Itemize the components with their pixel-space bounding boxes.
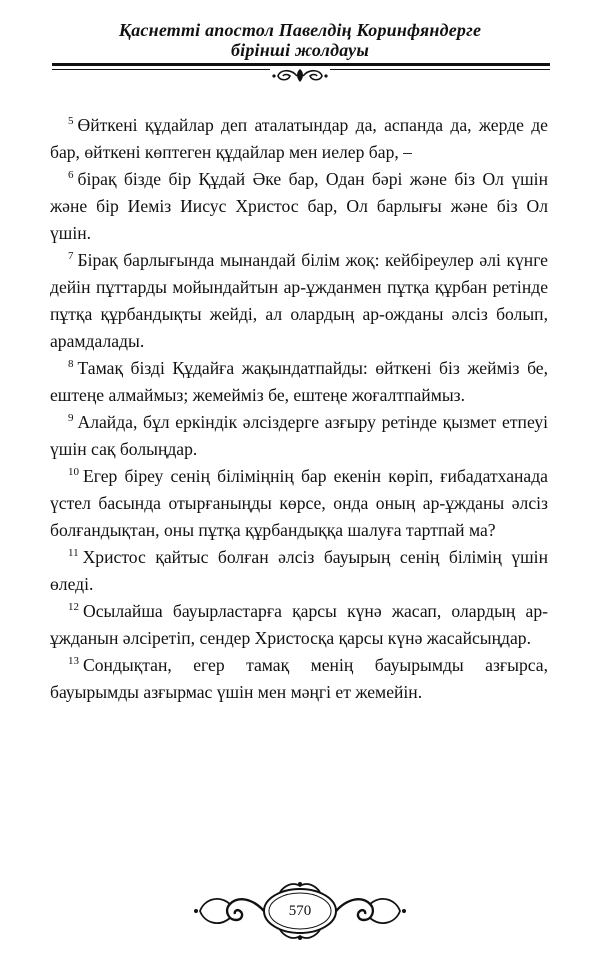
- page-number: 570: [288, 903, 312, 919]
- verse-7: [50, 247, 548, 355]
- verse-number: 5: [68, 115, 74, 128]
- verse-text: Осылайша бауырластарға қарсы күнә жасап, олардың ар-ұжданын әлсіретіп, сендер Христосқа қарсы күнә жасайсыңдар.: [50, 601, 548, 648]
- verse-text: Егер біреу сенің біліміңнің бар екенін көріп, ғибадатханада үстел басында отырғаныңды көрсе, онда оның ар-ұжданы әлсіз болғандықтан, оны пұтқа құрбандыққа шалуға тартпай ма?: [50, 466, 548, 540]
- verse-8: [50, 355, 548, 409]
- verse-number: 13: [68, 655, 79, 668]
- verse-11: [50, 544, 548, 598]
- verse-text: Алайда, бұл еркіндік әлсіздерге азғыру ретінде қызмет етпеуі үшін сақ болыңдар.: [50, 412, 548, 459]
- verse-text: Өйткені құдайлар деп аталатындар да, аспанда да, жерде де бар, өйткені көптеген құдайлар мен иелер бар, –: [50, 115, 548, 162]
- verse-9: [50, 409, 548, 463]
- verse-13: [50, 652, 548, 706]
- verse-text: Сондықтан, егер тамақ менің бауырымды азғырса, бауырымды азғырмас үшін мен мәңгі ет жемейін.: [50, 655, 548, 702]
- header-title-line-2: бірінші жолдауы: [230, 40, 370, 60]
- verse-text: Бірақ барлығында мынандай білім жоқ: кейбіреулер әлі күнге дейін пұттарды мойындайтын ар-ұжданмен пұтқа құрбан ретінде пұтқа құрбандықты жейді, ал олардың ар-ожданы әлсіз болып, арамдалады.: [50, 250, 548, 351]
- verse-5: [50, 112, 548, 166]
- verse-number: 9: [68, 412, 74, 425]
- header-ornament-icon: [270, 66, 330, 86]
- verse-number: 8: [68, 358, 74, 371]
- verse-6: [50, 166, 548, 247]
- verse-number: 11: [68, 547, 79, 560]
- verse-list: [50, 112, 548, 706]
- verse-number: 7: [68, 250, 74, 263]
- verse-text: Тамақ бізді Құдайға жақындатпайды: өйткені біз жейміз бе, ештеңе алмаймыз; жемейміз бе, ештеңе жоғалтпаймыз.: [50, 358, 548, 405]
- verse-number: 6: [68, 169, 74, 182]
- verse-text: Христос қайтыс болған әлсіз бауырың сенің білімің үшін өледі.: [50, 547, 548, 594]
- verse-12: [50, 598, 548, 652]
- running-header: [0, 20, 600, 60]
- verse-number: 10: [68, 466, 79, 479]
- verse-text: бірақ бізде бір Құдай Әке бар, Одан бәрі және біз Ол үшін және бір Иеміз Иисус Христос бар, Ол барлығы және біз Ол үшін.: [50, 169, 548, 243]
- header-title-line-1: Қаснетті апостол Павелдің Коринфяндерге: [118, 20, 482, 40]
- verse-10: [50, 463, 548, 544]
- verse-number: 12: [68, 601, 79, 614]
